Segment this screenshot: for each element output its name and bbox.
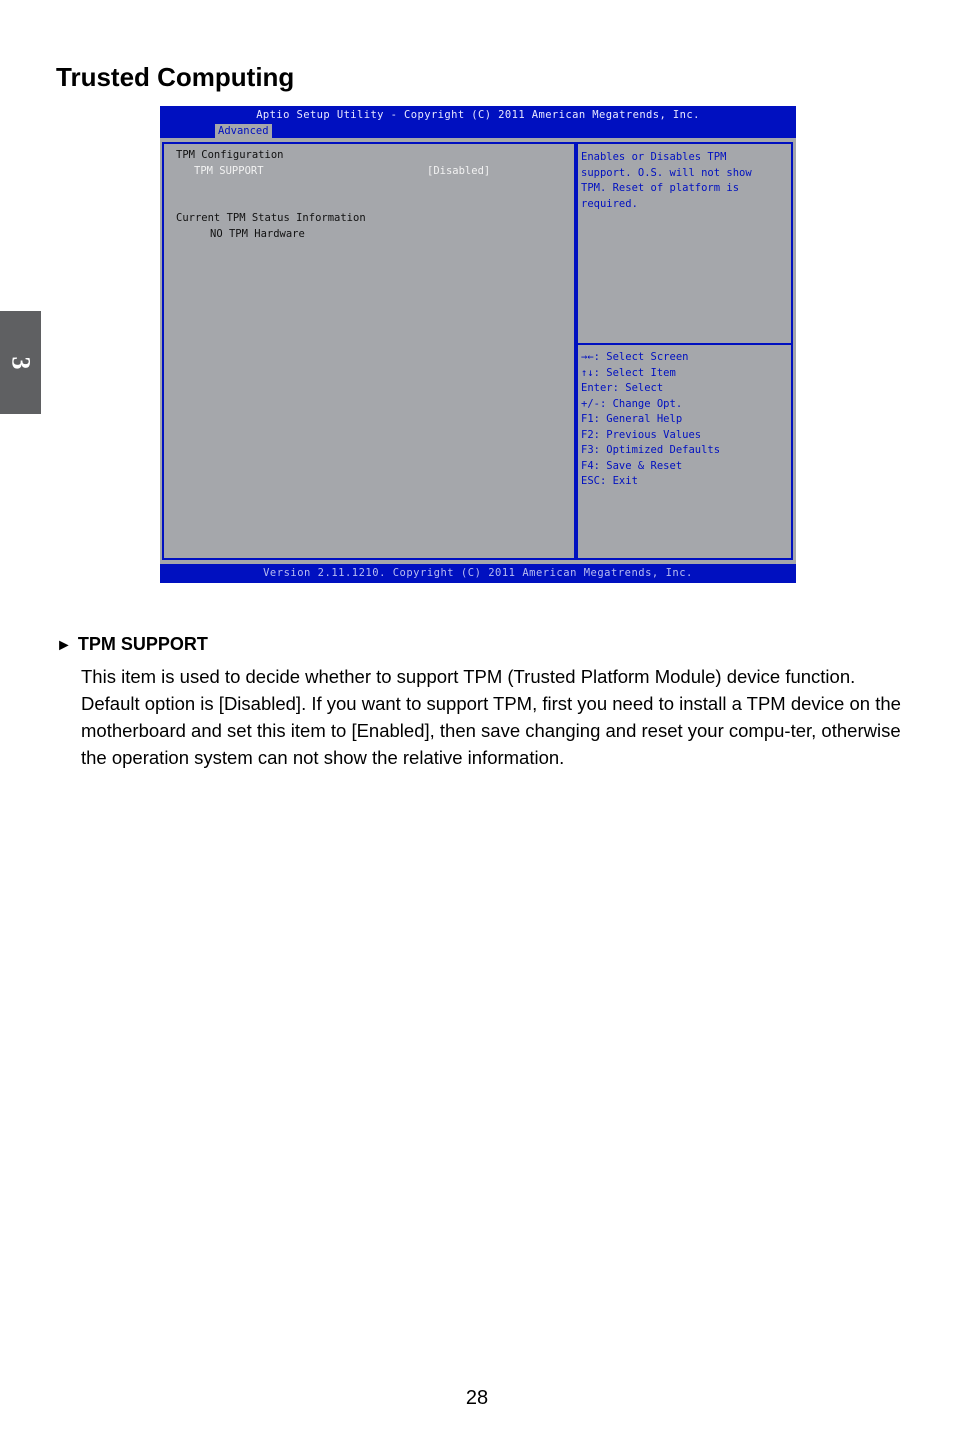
key-legend: [581, 350, 720, 490]
help-line: support. O.S. will not show: [581, 166, 752, 179]
triangle-right-icon: ►: [56, 637, 72, 654]
chapter-number: 3: [6, 356, 36, 369]
help-line: TPM. Reset of platform is: [581, 182, 740, 194]
bios-main-panel: [162, 142, 576, 560]
key-f2: F2: Previous Values: [581, 428, 702, 441]
bios-screenshot: [160, 106, 796, 583]
tpm-support-item[interactable]: TPM SUPPORT: [194, 165, 264, 177]
section-body: This item is used to decide whether to support TPM (Trusted Platform Module) device function. Default option is [Disabled]. If you want to support TPM, first you need to install a TPM device on the motherboard and set this item to [Enabled], then save changing and reset your compu-ter, otherwise the operation system can not show the relative information.: [81, 666, 901, 768]
section-heading-text: TPM SUPPORT: [77, 634, 208, 654]
section-heading: [56, 634, 916, 655]
help-text: [581, 150, 786, 212]
key-f3: F3: Optimized Defaults: [581, 444, 721, 456]
bios-header: [160, 106, 796, 138]
key-change-opt: +/-: Change Opt.: [581, 397, 683, 410]
key-f1: F1: General Help: [581, 413, 683, 425]
bios-divider: [576, 142, 578, 560]
key-select-item: ↑↓: Select Item: [581, 366, 676, 379]
key-f4: F4: Save & Reset: [581, 459, 683, 472]
tpm-support-section: [56, 634, 916, 771]
bios-header-title: Aptio Setup Utility - Copyright (C) 2011 American Megatrends, Inc.: [256, 109, 700, 121]
help-line: Enables or Disables TPM: [581, 151, 727, 163]
tab-advanced[interactable]: Advanced: [215, 124, 272, 138]
bios-footer: Version 2.11.1210. Copyright (C) 2011 American Megatrends, Inc.: [160, 564, 796, 583]
key-esc: ESC: Exit: [581, 475, 638, 487]
no-tpm-hardware-label: NO TPM Hardware: [210, 228, 305, 240]
key-enter: Enter: Select: [581, 382, 664, 394]
key-select-screen: →←: Select Screen: [581, 351, 689, 363]
help-line: required.: [581, 197, 638, 210]
page-number: 28: [465, 1387, 489, 1409]
chapter-tab: [0, 311, 41, 414]
tpm-configuration-label: TPM Configuration: [176, 149, 284, 161]
page-title: Trusted Computing: [56, 62, 295, 92]
tpm-status-label: Current TPM Status Information: [176, 212, 366, 224]
tpm-support-value[interactable]: [Disabled]: [427, 165, 491, 177]
